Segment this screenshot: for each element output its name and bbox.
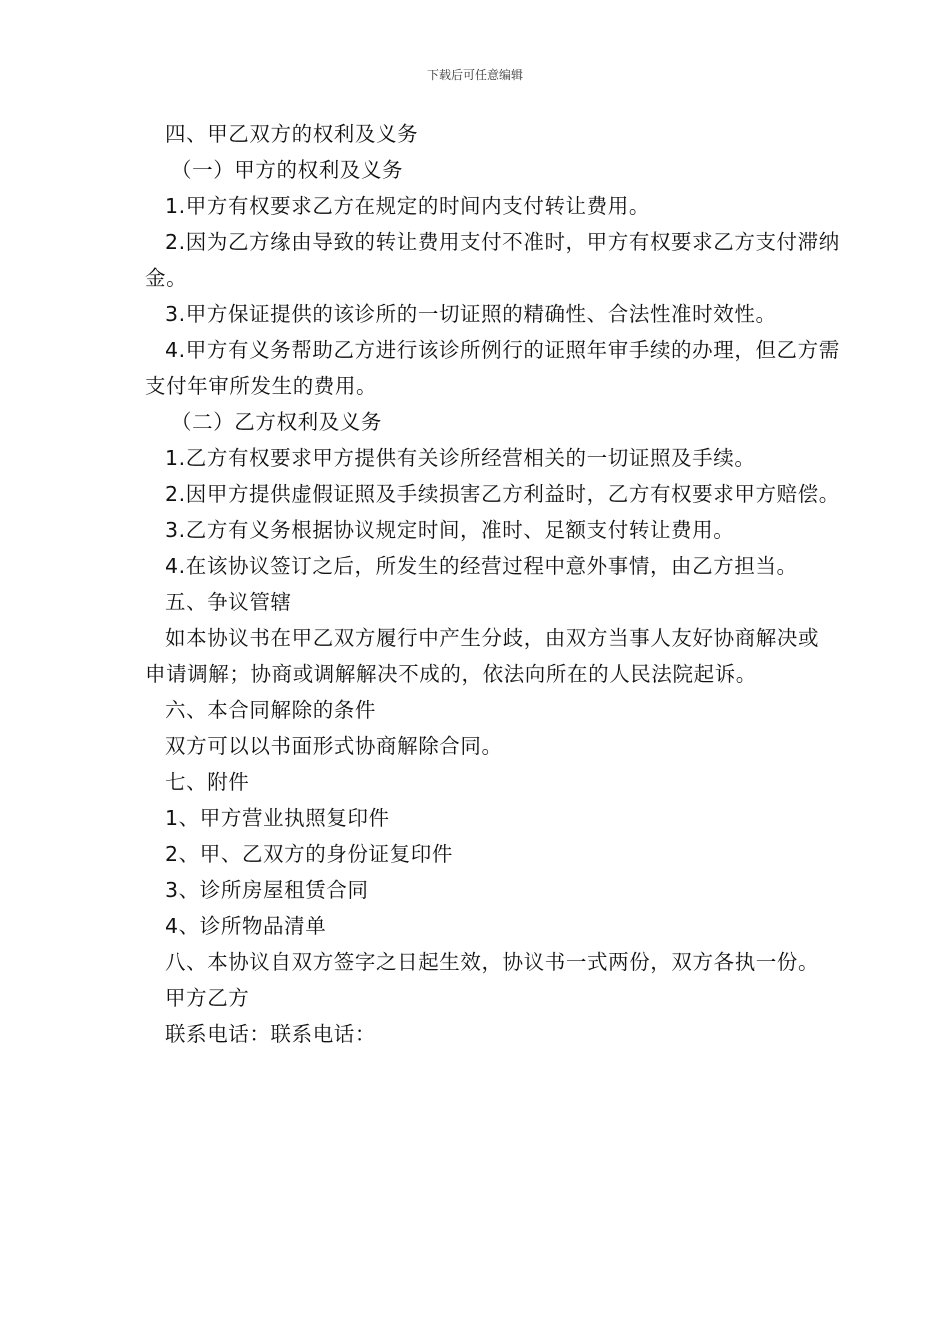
- attachment-item-2: 2、甲、乙双方的身份证复印件: [165, 842, 453, 866]
- section-heading-dispute: 五、争议管辖: [165, 590, 292, 614]
- effective-clause: 八、本协议自双方签字之日起生效，协议书一式两份，双方各执一份。: [165, 950, 820, 974]
- termination-clause: 双方可以以书面形式协商解除合同。: [165, 734, 503, 758]
- party-a-clause-1: 1.甲方有权要求乙方在规定的时间内支付转让费用。: [165, 194, 650, 218]
- section-heading-termination: 六、本合同解除的条件: [165, 698, 376, 722]
- dispute-clause: 如本协议书在甲乙双方履行中产生分歧，由双方当事人友好协商解决或申请调解；协商或调解解决不成的，依法向所在的人民法院起诉。: [145, 626, 820, 686]
- party-b-clause-2: 2.因甲方提供虚假证照及手续损害乙方利益时，乙方有权要求甲方赔偿。: [165, 482, 840, 506]
- attachment-item-1: 1、甲方营业执照复印件: [165, 806, 390, 830]
- party-b-clause-3: 3.乙方有义务根据协议规定时间，准时、足额支付转让费用。: [165, 518, 735, 542]
- section-heading-attachments: 七、附件: [165, 770, 250, 794]
- document-body: [0, 116, 950, 1052]
- attachment-item-3: 3、诊所房屋租赁合同: [165, 878, 369, 902]
- section-heading-rights: 四、甲乙双方的权利及义务: [165, 122, 419, 146]
- attachment-item-4: 4、诊所物品清单: [165, 914, 327, 938]
- party-b-clause-1: 1.乙方有权要求甲方提供有关诊所经营相关的一切证照及手续。: [165, 446, 756, 470]
- party-a-clause-4: 4.甲方有义务帮助乙方进行该诊所例行的证照年审手续的办理，但乙方需支付年审所发生的费用。: [145, 338, 840, 398]
- party-a-clause-2: 2.因为乙方缘由导致的转让费用支付不准时，甲方有权要求乙方支付滞纳金。: [145, 230, 840, 290]
- party-b-clause-4: 4.在该协议签订之后，所发生的经营过程中意外事情，由乙方担当。: [165, 554, 798, 578]
- signature-parties: 甲方乙方: [165, 986, 250, 1010]
- subsection-heading-party-a: （一）甲方的权利及义务: [171, 158, 404, 182]
- page-header: 下载后可任意编辑: [426, 68, 523, 82]
- contact-phones: 联系电话：联系电话：: [165, 1022, 376, 1046]
- subsection-heading-party-b: （二）乙方权利及义务: [171, 410, 382, 434]
- party-a-clause-3: 3.甲方保证提供的该诊所的一切证照的精确性、合法性准时效性。: [165, 302, 777, 326]
